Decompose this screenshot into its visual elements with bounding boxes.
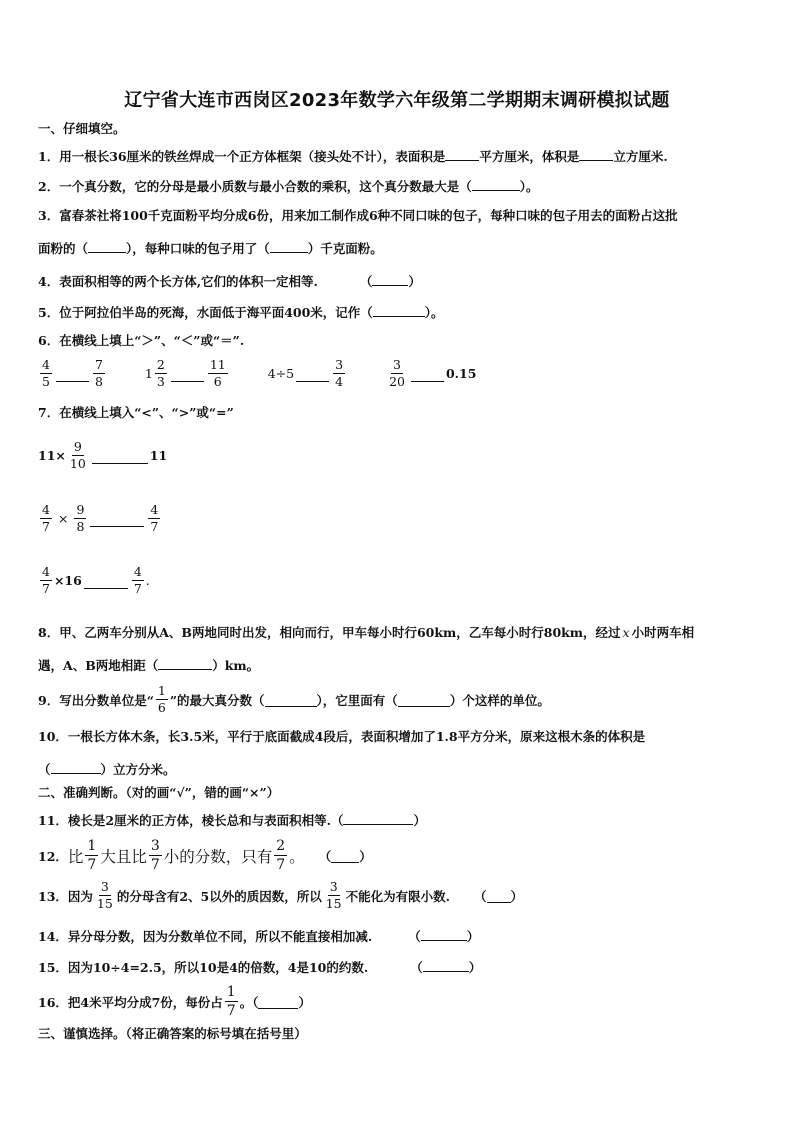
question-7-expression-1: 11× $\frac{9}{10}$ 11 (38, 439, 168, 471)
answer-blank[interactable] (373, 303, 425, 317)
comparison-3: 4÷5 3 4 (267, 357, 344, 389)
fraction: 3 15 (96, 879, 113, 911)
question-4: 4．表面积相等的两个长方体,它们的体积一定相等. （ ） (38, 274, 421, 289)
question-7-expression-3: $\frac{4}{7}$ ×16 4 7 . (42, 564, 150, 596)
answer-line[interactable] (56, 380, 89, 382)
question-10-line-1: 10．一根长方体木条，长3.5米，平行于底面截成4段后，表面积增加了1.8平方分米，原来这根木条的体积是 (38, 729, 646, 744)
section-heading-3: 三、谨慎选择。（将正确答案的标号填在括号里） (38, 1026, 307, 1041)
answer-line[interactable] (90, 525, 144, 527)
section-heading-2: 二、准确判断。（对的画“√”，错的画“×”） (38, 785, 280, 800)
answer-blank[interactable] (258, 995, 298, 1009)
fraction: 11 6 (209, 357, 226, 389)
answer-line[interactable] (411, 380, 444, 382)
fraction: 3 4 (335, 357, 344, 389)
question-5: 5．位于阿拉伯半岛的死海，水面低于海平面400米，记作（ ）。 (38, 305, 444, 320)
answer-blank[interactable] (398, 693, 450, 707)
answer-blank[interactable] (472, 177, 520, 191)
fraction: 3 20 (389, 357, 405, 389)
answer-blank[interactable] (487, 889, 511, 903)
answer-blank[interactable] (579, 147, 613, 161)
question-6-prompt: 6．在横线上填上“＞”、“＜”或“＝”. (38, 333, 245, 348)
answer-line[interactable] (92, 462, 148, 464)
page-title: 辽宁省大连市西岗区2023年数学六年级第二学期期末调研模拟试题 (124, 90, 670, 111)
fraction: 3 7 (150, 838, 160, 873)
comparison-1 (38, 358, 107, 389)
fraction: $\frac{4}{7}$ (42, 564, 50, 596)
question-6-comparisons (38, 358, 476, 389)
fraction: 4 7 (133, 564, 142, 596)
answer-blank[interactable] (51, 760, 101, 774)
fraction: $\frac{4}{7}$ (42, 502, 50, 534)
question-16: 16．把4米平均分成7份，每份占 1 7 。（ ） (38, 984, 311, 1019)
fraction: $\frac{9}{10}$ (69, 439, 86, 471)
answer-blank[interactable] (265, 693, 317, 707)
fraction: 1 7 (87, 838, 97, 873)
fraction: 1 7 (226, 984, 236, 1019)
question-8-line-1: 8．甲、乙两车分别从A、B两地同时出发，相向而行，甲车每小时行60km，乙车每小时行80km，经过 x 小时两车相 (38, 625, 695, 640)
question-15: 15．因为10÷4=2.5，所以10是4的倍数，4是10的约数. （ ） (38, 960, 482, 975)
answer-line[interactable] (171, 380, 204, 382)
answer-blank[interactable] (88, 239, 126, 253)
fraction: 3 15 (325, 879, 342, 911)
section-heading-1: 一、仔细填空。 (38, 121, 126, 136)
question-10-line-2: （ ）立方分米。 (38, 762, 176, 777)
answer-blank[interactable] (372, 272, 408, 286)
answer-blank[interactable] (270, 239, 308, 253)
answer-blank[interactable] (343, 811, 413, 825)
question-12: 12． 比 1 7 大且比 3 7 小的分数，只有 2 7 。 （ ） (38, 838, 372, 873)
fraction: $\frac{9}{8}$ (76, 502, 85, 534)
fraction: 2 3 (156, 357, 165, 389)
answer-blank[interactable] (445, 147, 479, 161)
question-3-line-2: 面粉的（ ），每种口味的包子用了（ ）千克面粉。 (38, 241, 383, 256)
fraction: 1 6 (157, 683, 166, 715)
question-1: 1．用一根长36厘米的铁丝焊成一个正方体框架（接头处不计），表面积是 平方厘米，体积是 立方厘米. (38, 149, 668, 164)
question-11: 11．棱长是2厘米的正方体，棱长总和与表面积相等.（ ） (38, 813, 426, 828)
answer-line[interactable] (296, 380, 329, 382)
fraction: 2 7 (276, 838, 286, 873)
answer-line[interactable] (84, 587, 128, 589)
question-2: 2．一个真分数，它的分母是最小质数与最小合数的乘积，这个真分数最大是（ ）。 (38, 179, 539, 194)
fraction: 4 5 (42, 357, 50, 389)
question-7-prompt: 7．在横线上填入“<”、“>”或“=” (38, 405, 234, 420)
question-7-expression-2: $\frac{4}{7}$ × $\frac{9}{8}$ 4 7 (42, 502, 159, 534)
answer-blank[interactable] (423, 958, 469, 972)
fraction: 4 7 (150, 502, 159, 534)
answer-blank[interactable] (158, 656, 212, 670)
question-14: 14．异分母分数，因为分数单位不同，所以不能直接相加减. （ ） (38, 929, 480, 944)
answer-blank[interactable] (421, 927, 467, 941)
question-9: 9．写出分数单位是“ 1 6 ”的最大真分数（ ），它里面有（ ）个这样的单位。 (38, 683, 550, 715)
question-8-line-2: 遇，A、B两地相距（ ）km。 (38, 658, 260, 673)
question-3-line-1: 3．富春茶社将100千克面粉平均分成6份，用来加工制作成6种不同口味的包子，每种口味的包子用去的面粉占这批 (38, 208, 678, 223)
comparison-4: 3 20 0.15 (389, 357, 477, 389)
answer-blank[interactable] (331, 849, 359, 863)
comparison-2: 1 2 3 11 6 (144, 357, 226, 389)
question-13: 13．因为 3 15 的分母含有2、5以外的质因数，所以 3 15 不能化为有限小数. （ ） (38, 879, 524, 911)
fraction: 7 8 (94, 357, 103, 389)
